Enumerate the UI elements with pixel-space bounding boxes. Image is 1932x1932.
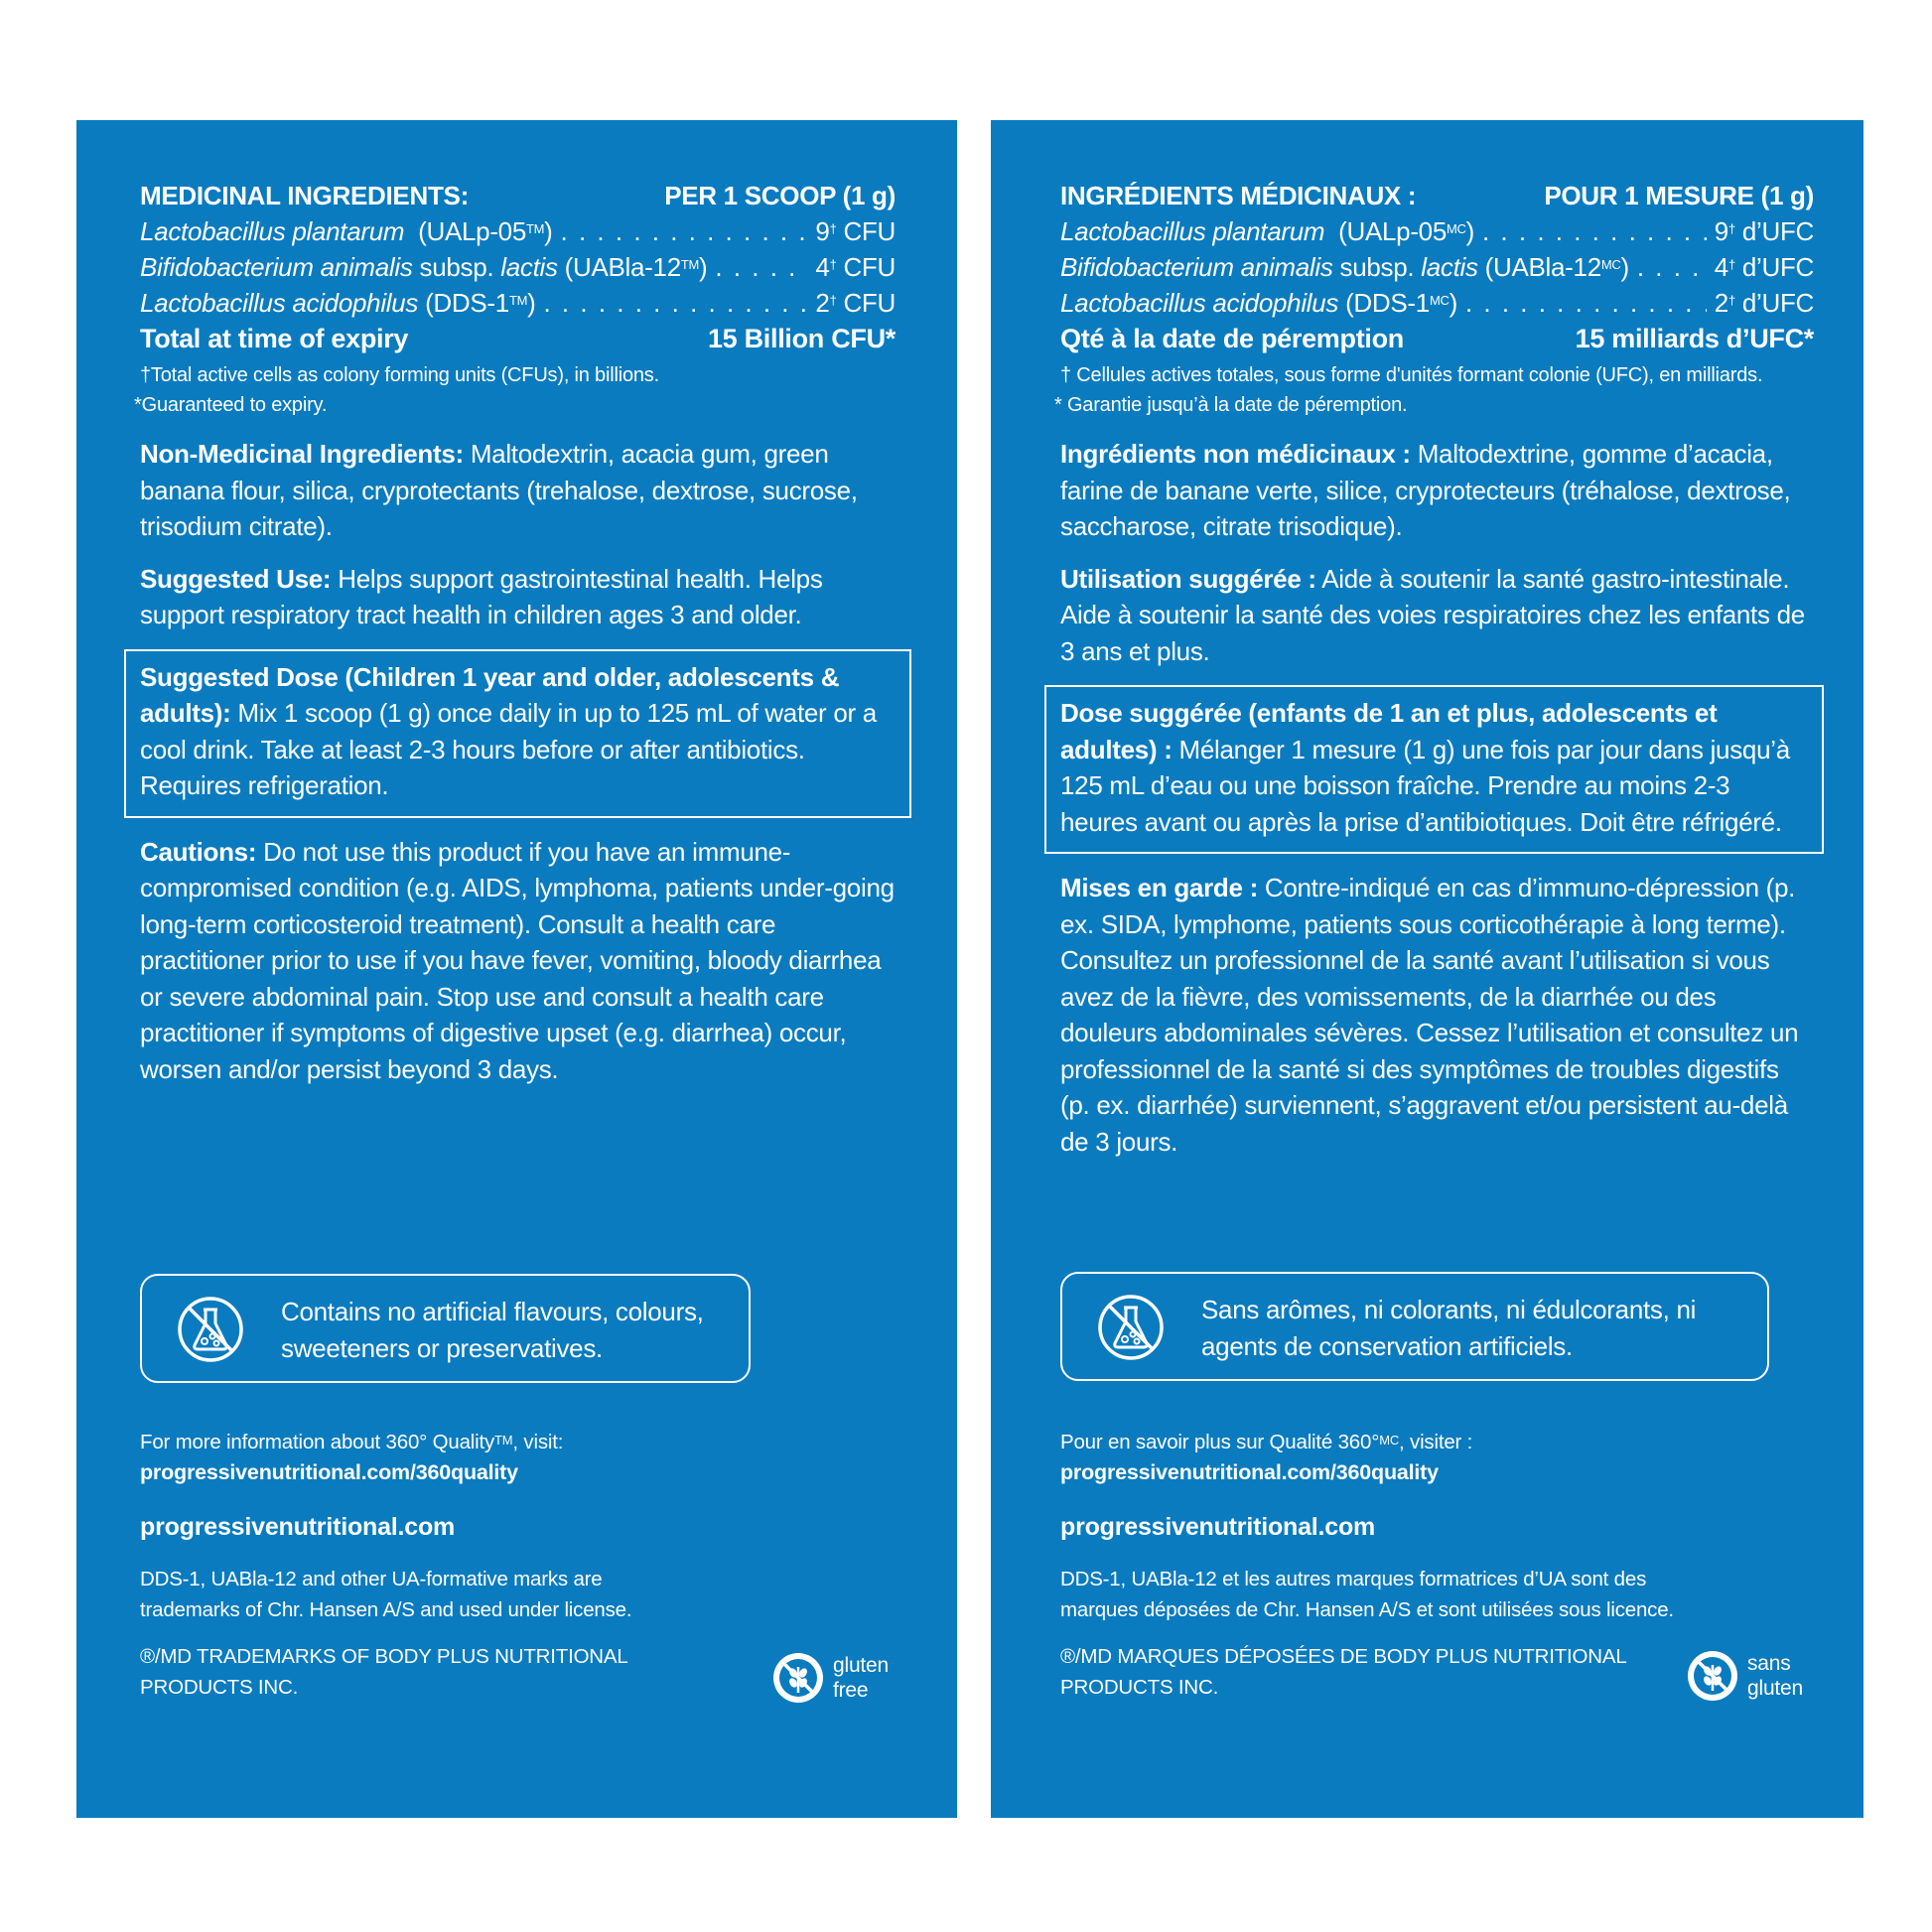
footnote: † Cellules actives totales, sous forme d'unités formant colonie (UFC), en milliards. bbox=[1060, 364, 1763, 386]
gluten-line: sans bbox=[1747, 1652, 1791, 1675]
ingredient-amount: 4 bbox=[815, 252, 830, 282]
leader-dots bbox=[1465, 285, 1707, 321]
suggested-dose-box bbox=[1044, 685, 1824, 854]
header-per-dose: PER 1 SCOOP (1 g) bbox=[664, 181, 896, 210]
section-text: Maltodextrine, gomme d’acacia, farine de banane verte, silice, cryprotecteurs (tréhalose, dextrose, saccharose, citrate trisodique). bbox=[1060, 439, 1791, 541]
gluten-free-text bbox=[1747, 1651, 1803, 1701]
french-label-panel bbox=[991, 120, 1863, 1818]
ingredient-species: Lactobacillus acidophilus bbox=[140, 288, 419, 318]
section-label: Suggested Use: bbox=[140, 563, 332, 594]
registered-line: ®/MD MARQUES DÉPOSÉES DE BODY PLUS NUTRITIONAL bbox=[1060, 1645, 1627, 1668]
ingredient-unit: CFU bbox=[843, 252, 896, 282]
section-label: Suggested Dose (Children 1 year and older, adolescents & adults): bbox=[140, 661, 840, 728]
leader-dots bbox=[561, 213, 808, 249]
ingredient-amount: 9 bbox=[815, 216, 830, 246]
ingredient-species: Lactobacillus acidophilus bbox=[1060, 288, 1339, 318]
claim-text bbox=[1201, 1292, 1696, 1364]
gluten-free-icon bbox=[1686, 1649, 1739, 1703]
section-label: Ingrédients non médicinaux : bbox=[1060, 439, 1411, 469]
website-link[interactable]: progressivenutritional.com bbox=[1060, 1513, 1376, 1541]
non-medicinal-ingredients bbox=[1060, 436, 1814, 545]
total-row bbox=[1060, 321, 1814, 356]
section_text: Contre-indiqué en cas d’immuno-dépression (p. ex. SIDA, lymphome, patients sous corticothérapie à long terme). Consultez un professionnel de la santé avant l’utilisation si vous avez de la fièvre, des vomissements, de la diarrhée ou des douleurs abdominales sévères. Cessez l’utilisation et consultez un professionnel de la santé si des symptômes de troubles digestifs (p. ex. diarrhée) surviennent, s’aggravent et/ou persistent au-delà de 3 jours. bbox=[1060, 873, 1799, 1157]
claim-line: agents de conservation artificiels. bbox=[1201, 1330, 1573, 1361]
medicinal-ingredients-header bbox=[140, 178, 896, 213]
cautions bbox=[140, 834, 896, 1088]
leader-dots bbox=[715, 249, 807, 285]
total-label: Qté à la date de péremption bbox=[1060, 324, 1404, 353]
leader-dots bbox=[1637, 249, 1707, 285]
leader-dots bbox=[1482, 213, 1707, 249]
gluten-free-badge bbox=[1686, 1649, 1803, 1703]
trademark-mark: TM bbox=[680, 257, 700, 272]
quality-url-link[interactable]: progressivenutritional.com/360quality bbox=[140, 1460, 518, 1484]
ingredient-species: Bifidobacterium animalis bbox=[1060, 252, 1333, 282]
registered-line: ®/MD TRADEMARKS OF BODY PLUS NUTRITIONAL bbox=[140, 1645, 628, 1668]
trademark-line: marques déposées de Chr. Hansen A/S et sont utilisées sous licence. bbox=[1060, 1598, 1674, 1621]
total-value: 15 milliards d’UFC* bbox=[1575, 324, 1814, 353]
claim-text bbox=[281, 1294, 704, 1366]
section-text: Mélanger 1 mesure (1 g) une fois par jour dans jusqu’à 125 mL d’eau ou une boisson fraîche. Prendre au moins 2-3 heures avant ou après la prise d’antibiotiques. Doit être réfrigéré. bbox=[1060, 734, 1790, 837]
ingredient-strain: (UABla-12 bbox=[564, 252, 681, 282]
english-content bbox=[134, 178, 896, 1087]
registered-line: PRODUCTS INC. bbox=[140, 1676, 299, 1699]
section-text: Helps support gastrointestinal health. Helps support respiratory tract health in children ages 3 and older. bbox=[140, 563, 823, 629]
trademark-line: DDS-1, UABla-12 et les autres marques formatrices d’UA sont des bbox=[1060, 1568, 1647, 1590]
french-content bbox=[1054, 178, 1814, 1160]
gluten-free-text bbox=[833, 1653, 889, 1703]
subspecies-name: lactis bbox=[500, 252, 558, 282]
trademark-mark: MC bbox=[1379, 1433, 1400, 1448]
trademark-line: trademarks of Chr. Hansen A/S and used under license. bbox=[140, 1598, 632, 1621]
no-artificial-flask-icon bbox=[1097, 1294, 1165, 1361]
ingredient-species: Lactobacillus plantarum bbox=[140, 216, 405, 246]
ingredient-strain: (DDS-1 bbox=[425, 288, 509, 318]
quality-url-link[interactable]: progressivenutritional.com/360quality bbox=[1060, 1460, 1439, 1484]
strain-close: ) bbox=[527, 288, 536, 318]
strain-close: ) bbox=[699, 252, 708, 282]
quality-text: For more information about 360° Quality bbox=[140, 1431, 495, 1453]
registered-line: PRODUCTS INC. bbox=[1060, 1676, 1219, 1699]
trademark-mark: TM bbox=[526, 221, 545, 236]
ingredient-species: Lactobacillus plantarum bbox=[1060, 216, 1325, 246]
ingredient-amount: 4 bbox=[1714, 252, 1728, 282]
strain-close: ) bbox=[544, 216, 553, 246]
footnote: *Guaranteed to expiry. bbox=[134, 394, 328, 416]
subspecies-name: lactis bbox=[1421, 252, 1478, 282]
trademark-notice bbox=[140, 1564, 897, 1625]
ingredient-unit: CFU bbox=[843, 216, 896, 246]
total-label: Total at time of expiry bbox=[140, 324, 409, 353]
suggested-dose bbox=[140, 659, 896, 804]
ingredient-strain: (UALp-05 bbox=[1338, 216, 1447, 246]
ingredient-strain: (DDS-1 bbox=[1345, 288, 1430, 318]
total-value: 15 Billion CFU* bbox=[707, 324, 896, 353]
quality-text: Pour en savoir plus sur Qualité 360° bbox=[1060, 1431, 1380, 1453]
ingredient-unit: d’UFC bbox=[1741, 216, 1814, 246]
gluten-line: free bbox=[833, 1679, 869, 1702]
english-label-panel bbox=[76, 120, 957, 1818]
claim-line: Contains no artificial flavours, colours, bbox=[281, 1297, 704, 1326]
website-link[interactable]: progressivenutritional.com bbox=[140, 1513, 456, 1541]
trademark-notice bbox=[1060, 1564, 1804, 1625]
section-text: Aide à soutenir la santé gastro-intestinale. Aide à soutenir la santé des voies respiratoires chez les enfants de 3 ans et plus. bbox=[1060, 563, 1805, 666]
gluten-line: gluten bbox=[1747, 1677, 1804, 1700]
trademark-mark: MC bbox=[1429, 293, 1449, 308]
claim-line: Sans arômes, ni colorants, ni édulcorants, ni bbox=[1201, 1295, 1697, 1324]
section-text: Maltodextrin, acacia gum, green banana flour, silica, cryprotectants (trehalose, dextrose, sucrose, trisodium citrate). bbox=[140, 439, 858, 541]
gluten-free-icon bbox=[771, 1651, 825, 1705]
trademark-line: DDS-1, UABla-12 and other UA-formative marks are bbox=[140, 1568, 603, 1590]
gluten-free-badge bbox=[771, 1651, 889, 1705]
ingredient-amount: 2 bbox=[1714, 288, 1728, 318]
section-text: Mix 1 scoop (1 g) once daily in up to 125 mL of water or a cool drink. Take at least 2-3 hours before or after antibiotics. Requires refrigeration. bbox=[140, 698, 877, 800]
dagger-mark: † bbox=[1727, 221, 1735, 236]
dagger-mark: † bbox=[1727, 257, 1735, 272]
quality-text-end: , visiter : bbox=[1399, 1431, 1473, 1453]
quality-info bbox=[140, 1427, 897, 1488]
ingredient-unit: CFU bbox=[843, 288, 896, 318]
footnote: * Garantie jusqu’à la date de péremption. bbox=[1054, 394, 1408, 416]
trademark-mark: MC bbox=[1600, 257, 1621, 272]
ingredient-species: Bifidobacterium animalis bbox=[140, 252, 413, 282]
ingredient-row bbox=[1060, 213, 1814, 249]
header-title: MEDICINAL INGREDIENTS: bbox=[140, 181, 469, 210]
section-label: Cautions: bbox=[140, 836, 257, 867]
ingredient-amount: 2 bbox=[815, 288, 830, 318]
no-artificial-claim-box bbox=[1060, 1272, 1769, 1381]
subspecies-prefix: subsp. bbox=[1332, 252, 1422, 282]
strain-close: ) bbox=[1620, 252, 1629, 282]
ingredient-row bbox=[140, 213, 896, 249]
leader-dots bbox=[543, 285, 807, 321]
ingredient-row bbox=[140, 285, 896, 321]
no-artificial-flask-icon bbox=[177, 1296, 244, 1363]
header-per-dose: POUR 1 MESURE (1 g) bbox=[1544, 181, 1814, 210]
ingredient-unit: d’UFC bbox=[1741, 252, 1814, 282]
header-title: INGRÉDIENTS MÉDICINAUX : bbox=[1060, 181, 1417, 210]
gluten-line: gluten bbox=[833, 1654, 890, 1677]
registered-notice bbox=[1060, 1641, 1665, 1703]
suggested-use bbox=[140, 561, 896, 633]
medicinal-ingredients-header bbox=[1060, 178, 1814, 213]
no-artificial-claim-box bbox=[140, 1274, 751, 1383]
section-label: Non-Medicinal Ingredients: bbox=[140, 439, 464, 469]
dagger-mark: † bbox=[829, 293, 837, 308]
section-label: Mises en garde : bbox=[1060, 873, 1258, 902]
strain-close: ) bbox=[1465, 216, 1474, 246]
trademark-mark: MC bbox=[1447, 221, 1466, 236]
dagger-mark: † bbox=[829, 221, 837, 236]
ingredient-amount: 9 bbox=[1714, 216, 1728, 246]
suggested-dose bbox=[1060, 695, 1808, 840]
ingredient-strain: (UABla-12 bbox=[1484, 252, 1601, 282]
registered-notice bbox=[140, 1641, 679, 1703]
cautions bbox=[1060, 870, 1814, 1160]
ingredient-unit: d’UFC bbox=[1741, 288, 1814, 318]
ingredient-row bbox=[1060, 285, 1814, 321]
non-medicinal-ingredients bbox=[140, 436, 896, 545]
dagger-mark: † bbox=[1727, 293, 1735, 308]
section-label: Utilisation suggérée : bbox=[1060, 563, 1316, 594]
suggested-dose-box bbox=[124, 649, 911, 818]
claim-line: sweeteners or preservatives. bbox=[281, 1332, 603, 1363]
dagger-mark: † bbox=[829, 257, 837, 272]
ingredient-strain: (UALp-05 bbox=[418, 216, 526, 246]
trademark-mark: TM bbox=[508, 293, 528, 308]
section-label: Dose suggérée (enfants de 1 an et plus, adolescents et adultes) : bbox=[1060, 698, 1718, 764]
footnote: †Total active cells as colony forming units (CFUs), in billions. bbox=[140, 364, 659, 386]
section-text: Do not use this product if you have an immune-compromised condition (e.g. AIDS, lymphoma, patients under-going long-term corticosteroid treatment). Consult a health care practitioner prior to use if you have fever, vomiting, bloody diarrhea or severe abdominal pain. Stop use and consult a health care practitioner if symptoms of digestive upset (e.g. diarrhea) occur, worsen and/or persist beyond 3 days. bbox=[140, 836, 895, 1084]
subspecies-prefix: subsp. bbox=[412, 252, 501, 282]
suggested-use bbox=[1060, 561, 1814, 670]
ingredient-row bbox=[1060, 249, 1814, 285]
quality-text-end: , visit: bbox=[512, 1431, 564, 1453]
ingredient-row bbox=[140, 249, 896, 285]
strain-close: ) bbox=[1449, 288, 1457, 318]
quality-info bbox=[1060, 1427, 1804, 1488]
trademark-mark: TM bbox=[494, 1433, 513, 1448]
total-row bbox=[140, 321, 896, 356]
